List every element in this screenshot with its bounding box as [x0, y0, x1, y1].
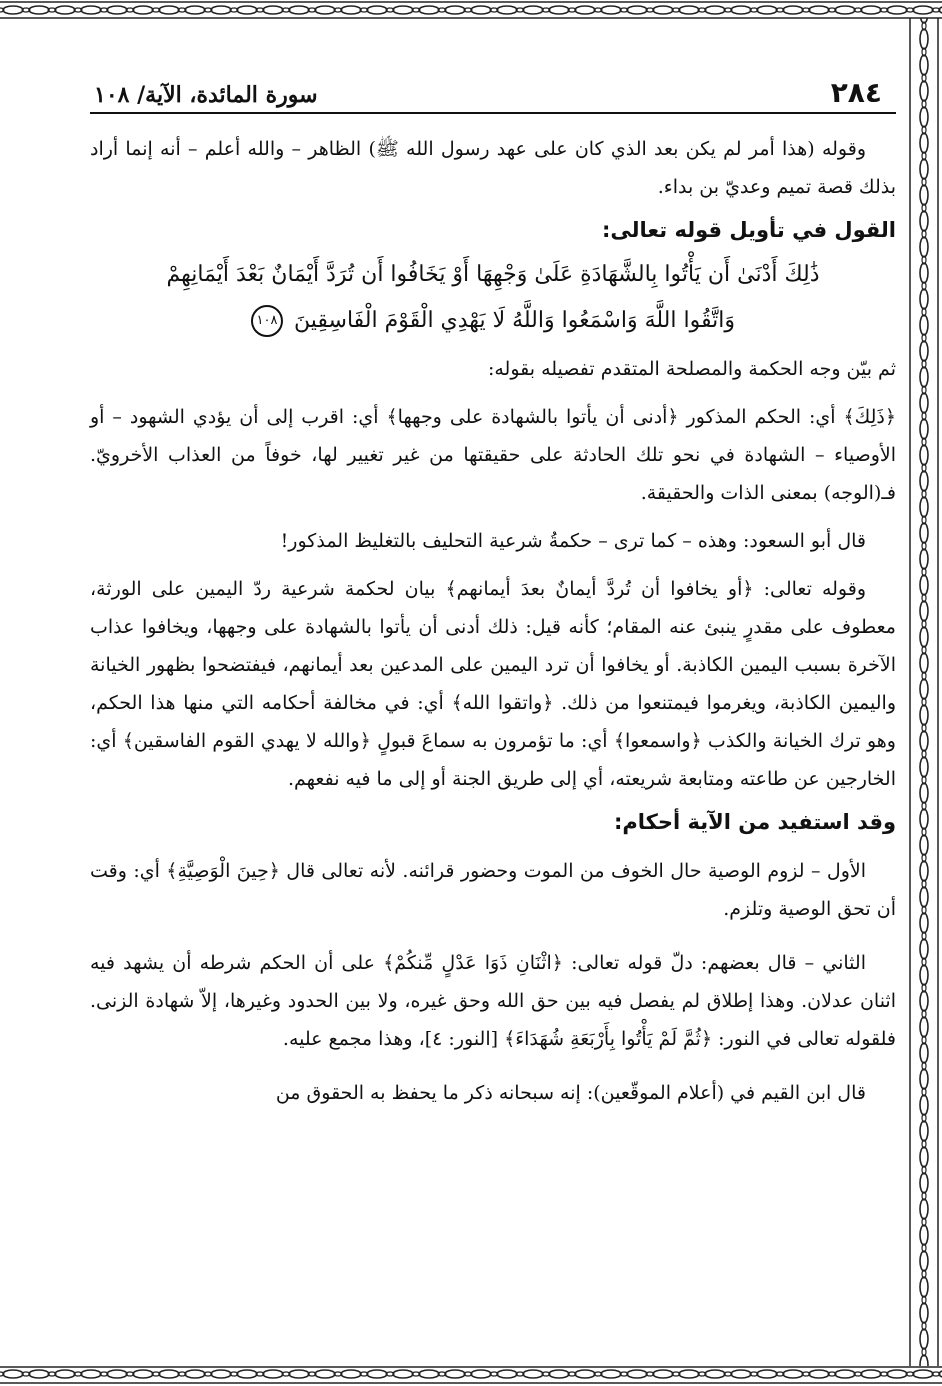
- quran-verse: [90, 252, 896, 344]
- commentary-paragraph-2: قال أبو السعود: وهذه – كما ترى – حكمةُ شرعية التحليف بالتغليظ المذكور!: [280, 530, 866, 552]
- ornamental-border-right: [906, 0, 942, 1386]
- page-content: [90, 76, 896, 1112]
- ruling-paragraph-1: الأول – لزوم الوصية حال الخوف من الموت وحضور قرائنه. لأنه تعالى قال ﴿حِينَ الْوَصِيَّةِ﴾ أي: وقت أن تحق الوصية وتلزم.: [90, 860, 896, 920]
- verse-line-1: ذَٰلِكَ أَدْنَىٰ أَن يَأْتُوا بِالشَّهَادَةِ عَلَىٰ وَجْهِهَا أَوْ يَخَافُوا أَن تُرَدَّ أَيْمَانٌ بَعْدَ أَيْمَانِهِمْ: [166, 262, 820, 287]
- section-heading-interpretation: القول في تأويل قوله تعالى:: [602, 218, 896, 242]
- ruling-paragraph-2: الثاني – قال بعضهم: دلّ قوله تعالى: ﴿اثْنَانِ ذَوَا عَدْلٍ مِّنكُمْ﴾ على أن الحكم شرطه أن يشهد فيه اثنان عدلان. وهذا إطلاق لم يفصل فيه بين حق الله وحق غيره، ولا بين الحدود وغيرها، إلاّ شهادة الزنى. فلقوله تعالى في النور: ﴿ثُمَّ لَمْ يَأْتُوا بِأَرْبَعَةِ شُهَدَاءَ﴾ [النور: ٤]، وهذا مجمع عليه.: [90, 952, 896, 1050]
- commentary-paragraph-1: ﴿ذَلِكَ﴾ أي: الحكم المذكور ﴿أدنى أن يأتوا بالشهادة على وجهها﴾ أي: اقرب إلى أن يؤدي الشهود – أو الأوصياء – الشهادة في نحو تلك الحادثة على حقيقتها من غير تغيير لها، خوفاً من العذاب الأخرويّ. فـ(الوجه) بمعنى الذات والحقيقة.: [90, 406, 896, 504]
- commentary-paragraph-3: وقوله تعالى: ﴿أو يخافوا أن تُردَّ أيمانٌ بعدَ أيمانهم﴾ بيان لحكمة شرعية ردّ اليمين على الورثة، معطوف على مقدرٍ ينبئ عنه المقام؛ كأنه قيل: ذلك أدنى أن يأتوا بالشهادة على وجهها، ويخافوا عذاب الآخرة بسبب اليمين الكاذبة. أو يخافوا أن ترد اليمين على المدعين بعد أيمانهم، فيفتضحوا بظهور الخيانة واليمين الكاذبة، ويغرموا فيمتنعوا من ذلك. ﴿واتقوا الله﴾ أي: في مخالفة أحكامه التي منها هذا الحكم، وهو ترك الخيانة والكذب ﴿واسمعوا﴾ أي: ما تؤمرون به سماعَ قبولٍ ﴿والله لا يهدي القوم الفاسقين﴾ أي: الخارجين عن طاعته ومتابعة شريعته، أي إلى طريق الجنة أو إلى ما فيه نفعهم.: [90, 578, 896, 790]
- verse-line-2-text: وَاتَّقُوا اللَّهَ وَاسْمَعُوا وَاللَّهُ لَا يَهْدِي الْقَوْمَ الْفَاسِقِينَ: [294, 308, 735, 333]
- explanation-intro: ثم بيّن وجه الحكمة والمصلحة المتقدم تفصيله بقوله:: [487, 358, 896, 380]
- intro-paragraph: وقوله (هذا أمر لم يكن بعد الذي كان على عهد رسول الله ﷺ) الظاهر – والله أعلم – أنه إنما أراد بذلك قصة تميم وعديّ بن بداء.: [90, 138, 896, 198]
- verse-line-2: [90, 298, 896, 344]
- ornamental-border-top: [0, 0, 942, 20]
- running-title: سورة المائدة، الآية/ ١٠٨: [94, 82, 318, 108]
- page-header: [90, 76, 896, 114]
- verse-number-marker: ١٠٨: [251, 305, 283, 337]
- page-number: ٢٨٤: [830, 76, 882, 109]
- section-heading-rulings: وقد استفيد من الآية أحكام:: [614, 810, 896, 834]
- ibn-qayyim-paragraph: قال ابن القيم في (أعلام الموقّعين): إنه سبحانه ذكر ما يحفظ به الحقوق من: [275, 1082, 866, 1104]
- ornamental-border-bottom: [0, 1364, 942, 1386]
